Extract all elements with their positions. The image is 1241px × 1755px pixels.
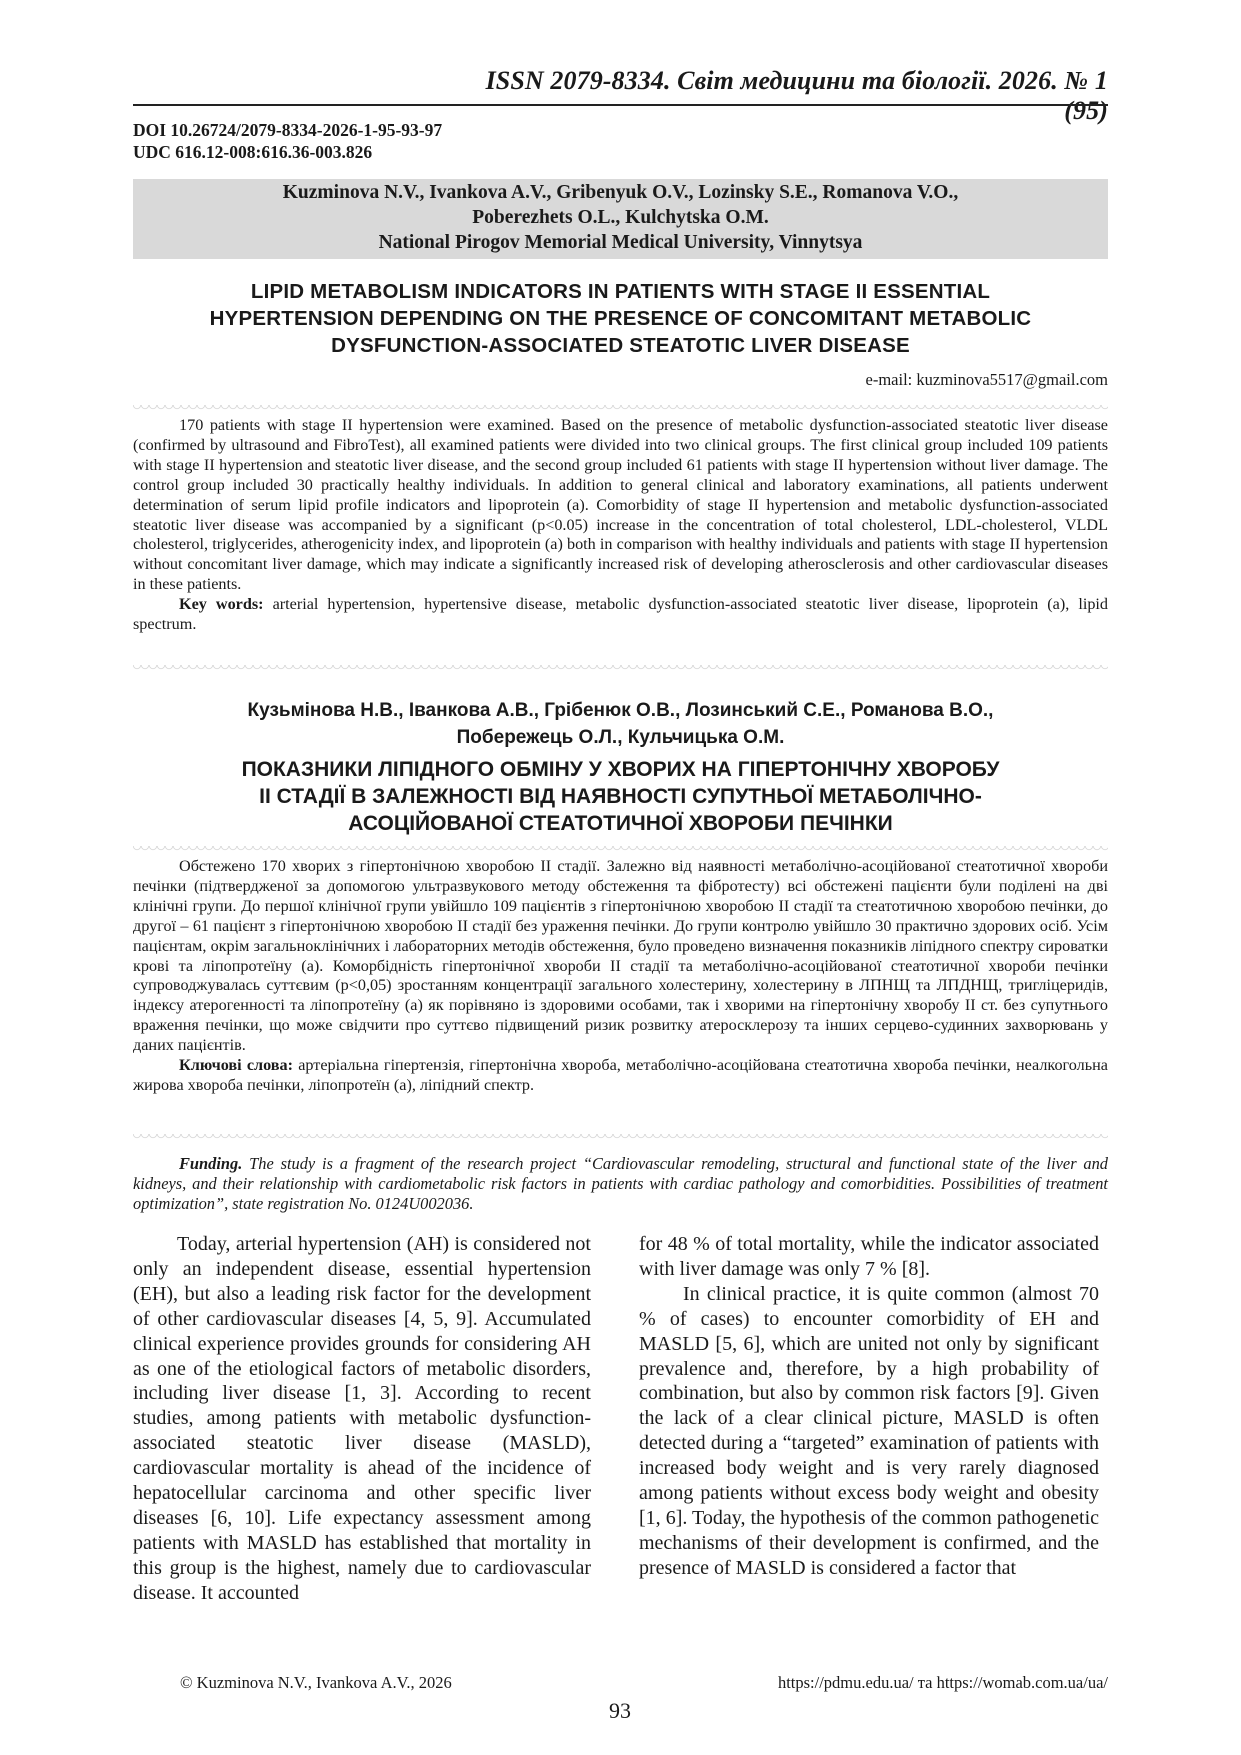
identifiers: [133, 119, 442, 163]
keywords-uk-label: Ключові слова:: [179, 1056, 293, 1075]
affiliation: National Pirogov Memorial Medical University, Vinnytsya: [378, 232, 863, 253]
authors-en-line1: Kuzminova N.V., Ivankova A.V., Gribenyuk O.V., Lozinsky S.E., Romanova V.O.,: [282, 182, 959, 203]
title-en-line1: LIPID METABOLISM INDICATORS IN PATIENTS WITH STAGE II ESSENTIAL: [250, 280, 991, 303]
body-paragraph: for 48 % of total mortality, while the indicator associated with liver damage was only 7 % [8].: [639, 1233, 1099, 1280]
copyright: © Kuzminova N.V., Ivankova A.V., 2026: [180, 1673, 452, 1692]
footer-urls: https://pdmu.edu.ua/ та https://womab.com.ua/ua/: [777, 1673, 1108, 1692]
udc: UDC 616.12-008:616.36-003.826: [133, 142, 373, 162]
abstract-uk-text: Обстежено 170 хворих з гіпертонічною хворобою ІІ стадії. Залежно від наявності метаболічно-асоційованої стеатотичної хвороби печінки (підтвердженої за допомогою ультразвукового методу обстеження та фібротесту) всі обстежені пацієнти були поділені на дві клінічні групи. До першої клінічної групи увійшло 109 пацієнтів з гіпертонічною хворобою ІІ стадії та стеатотичною хворобою печінки, до другої – 61 пацієнт з гіпертонічною хворобою ІІ стадії без ураження печінки. До групи контролю увійшло 30 практично здорових осіб. Усім пацієнтам, окрім загальноклінічних і лабораторних методів обстеження, було проведено визначення показників ліпідного спектру сироватки крові та ліпопротеїну (а). Коморбідність гіпертонічної хвороби ІІ стадії та метаболічно-асоційованої стеатотичної хвороби печінки супроводжувалась суттєвим (p<0,05) зростанням концентрації загального холестерину, холестерину в ЛПНЩ та ЛПДНЩ, тригліцеридів, індексу атерогенності та ліпопротеїну (а) як порівняно із здоровими особами, так і хворими на гіпертонічну хворобу ІІ ст. без супутнього враження печінки, що може свідчити про суттєво підвищений ризик розвитку атеросклерозу та інших серцево-судинних захворювань у даних пацієнтів.: [133, 857, 1108, 1055]
body-paragraph: In clinical practice, it is quite common (almost 70 % of cases) to encounter comorbidity of EH and MASLD [5, 6], which are united not only by significant prevalence and, therefore, by a high probability of combination, but also by common risk factors [9]. Given the lack of a clear clinical picture, MASLD is often detected during a “targeted” examination of patients with increased body weight and is very rarely diagnosed among patients without excess body weight and obesity [1, 6]. Today, the hypothesis of the common pathogenetic mechanisms of their development is confirmed, and the presence of MASLD is considered a factor that: [639, 1282, 1099, 1579]
body-column-right: [639, 1232, 1099, 1581]
title-en-line2: HYPERTENSION DEPENDING ON THE PRESENCE OF CONCOMITANT METABOLIC: [209, 307, 1032, 330]
divider-wavy: [133, 405, 1108, 413]
authors-uk: [133, 697, 1108, 751]
authors-en-box: [133, 179, 1108, 259]
article-title-en: [133, 278, 1108, 359]
keywords-uk-text: артеріальна гіпертензія, гіпертонічна хвороба, метаболічно-асоційована стеатотична хвороба печінки, неалкогольна жирова хвороба печінки, ліпопротеїн (а), ліпідний спектр.: [133, 1056, 1108, 1094]
page-number: 93: [609, 1698, 631, 1723]
header-rule: [133, 104, 1108, 106]
funding-label: Funding.: [179, 1154, 243, 1173]
divider-wavy: [133, 1134, 1108, 1142]
body-column-left: [133, 1232, 591, 1606]
authors-uk-line1: Кузьмінова Н.В., Іванкова А.В., Грібенюк О.В., Лозинський С.Е., Романова В.О.,: [247, 700, 994, 721]
abstract-en-text: 170 patients with stage II hypertension were examined. Based on the presence of metabolic dysfunction-associated steatotic liver disease (confirmed by ultrasound and FibroTest), all examined patients were divided into two clinical groups. The first clinical group included 109 patients with stage II hypertension and steatotic liver disease, and the second group included 61 patients with stage II hypertension without liver damage. The control group included 30 practically healthy individuals. In addition to general clinical and laboratory examinations, all patients underwent determination of serum lipid profile indicators and lipoprotein (a). Comorbidity of stage II hypertension and metabolic dysfunction-associated steatotic liver disease was accompanied by a significant (p<0.05) increase in the concentration of total cholesterol, LDL-cholesterol, VLDL cholesterol, triglycerides, atherogenicity index, and lipoprotein (a) both in comparison with healthy individuals and patients with stage II hypertension without concomitant liver damage, which may indicate a significantly increased risk of developing atherosclerosis and other cardiovascular diseases in these patients.: [133, 416, 1108, 594]
authors-uk-line2: Побережець О.Л., Кульчицька О.М.: [456, 727, 785, 748]
doi: DOI 10.26724/2079-8334-2026-1-95-93-97: [133, 120, 443, 140]
title-uk-line3: АСОЦІЙОВАНОЇ СТЕАТОТИЧНОЇ ХВОРОБИ ПЕЧІНКИ: [348, 812, 893, 835]
body-paragraph: Today, arterial hypertension (AH) is considered not only an independent disease, essential hypertension (EH), but also a leading risk factor for the development of other cardiovascular diseases [4, 5, 9]. Accumulated clinical experience provides grounds for considering AH as one of the etiological factors of metabolic disorders, including liver disease [1, 3]. According to recent studies, among patients with metabolic dysfunction-associated steatotic liver disease (MASLD), cardiovascular mortality is ahead of the incidence of hepatocellular carcinoma and other specific liver diseases [6, 10]. Life expectancy assessment among patients with MASLD has established that mortality in this group is the highest, namely due to cardiovascular disease. It accounted: [133, 1233, 591, 1604]
title-en-line3: DYSFUNCTION-ASSOCIATED STEATOTIC LIVER DISEASE: [331, 334, 910, 357]
divider-wavy: [133, 846, 1108, 854]
authors-en-line2: Poberezhets O.L., Kulchytska O.M.: [472, 207, 769, 228]
funding-text: The study is a fragment of the research project “Cardiovascular remodeling, structural and functional state of the liver and kidneys, and their relationship with cardiometabolic risk factors in patients with cardiac pathology and comorbidities. Possibilities of treatment optimization”, state registration No. 0124U002036.: [133, 1154, 1108, 1213]
divider-wavy: [133, 665, 1108, 673]
abstract-en: [133, 416, 1108, 635]
keywords-en-label: Key words:: [179, 595, 264, 614]
abstract-uk: [133, 857, 1108, 1096]
keywords-en-text: arterial hypertension, hypertensive disease, metabolic dysfunction-associated steatotic liver disease, lipoprotein (a), lipid spectrum.: [133, 595, 1108, 634]
contact-email: e-mail: kuzminova5517@gmail.com: [865, 370, 1108, 389]
article-title-uk: [133, 756, 1108, 837]
title-uk-line2: II СТАДІЇ В ЗАЛЕЖНОСТІ ВІД НАЯВНОСТІ СУПУТНЬОЇ МЕТАБОЛІЧНО-: [259, 785, 982, 808]
keywords-uk: [133, 1056, 1108, 1096]
journal-header: ISSN 2079-8334. Світ медицини та біології. 2026. № 1 (95): [485, 66, 1108, 125]
title-uk-line1: ПОКАЗНИКИ ЛІПІДНОГО ОБМІНУ У ХВОРИХ НА ГІПЕРТОНІЧНУ ХВОРОБУ: [241, 758, 1000, 781]
keywords-en: [133, 595, 1108, 635]
funding-note: [133, 1154, 1108, 1214]
